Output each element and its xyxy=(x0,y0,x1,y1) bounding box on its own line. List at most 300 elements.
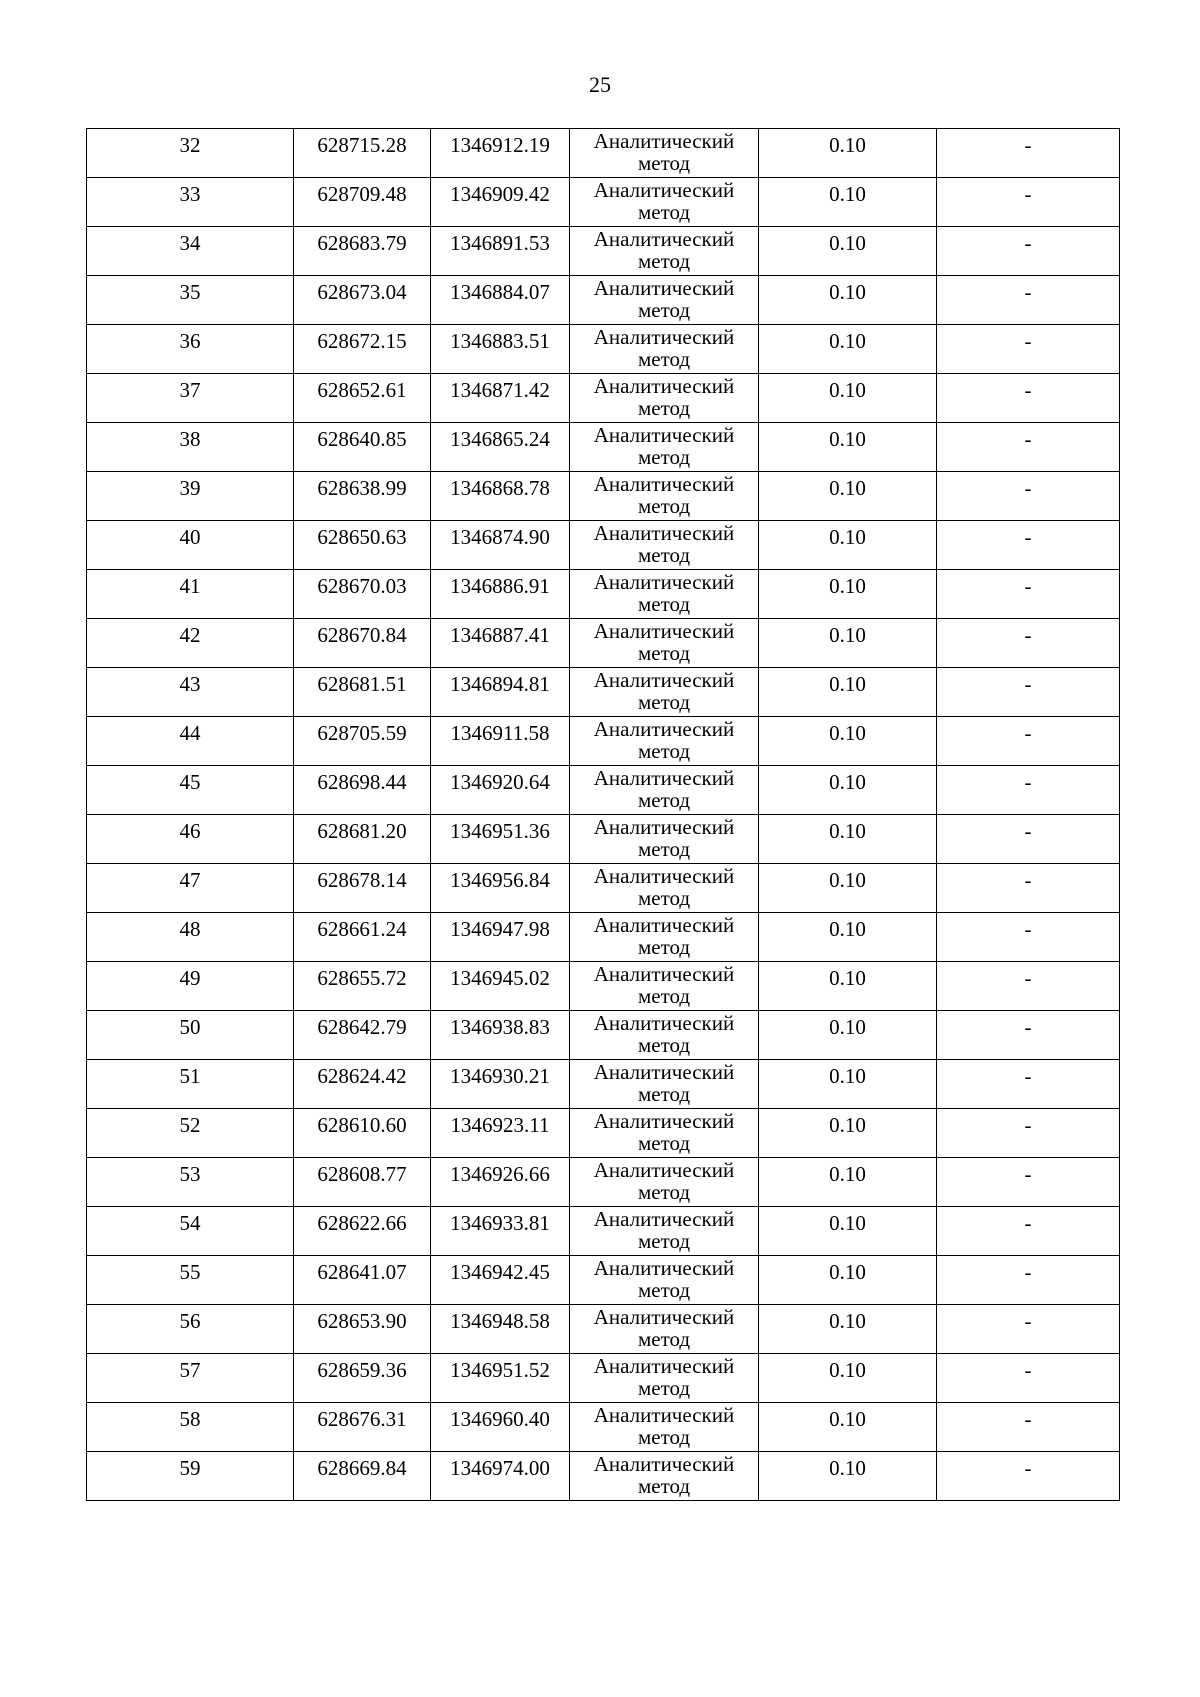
x-coordinate-cell-text: 628661.24 xyxy=(317,917,407,941)
x-coordinate-cell xyxy=(294,325,431,374)
x-coordinate-cell-text: 628650.63 xyxy=(317,525,407,549)
x-coordinate-cell xyxy=(294,1060,431,1109)
note-cell-text: - xyxy=(1024,770,1032,794)
point-number-cell-text: 34 xyxy=(179,231,201,255)
note-cell-text: - xyxy=(1024,574,1032,598)
accuracy-cell xyxy=(759,325,937,374)
y-coordinate-cell xyxy=(431,325,570,374)
note-cell xyxy=(937,1011,1120,1060)
x-coordinate-cell xyxy=(294,962,431,1011)
method-cell xyxy=(570,521,759,570)
point-number-cell-text: 41 xyxy=(179,574,201,598)
y-coordinate-cell-text: 1346886.91 xyxy=(450,574,550,598)
note-cell xyxy=(937,1158,1120,1207)
accuracy-cell xyxy=(759,1256,937,1305)
point-number-cell xyxy=(87,619,294,668)
x-coordinate-cell-text: 628652.61 xyxy=(317,378,407,402)
method-cell xyxy=(570,619,759,668)
point-number-cell-text: 32 xyxy=(179,133,201,157)
method-line-1: Аналитический xyxy=(593,1207,735,1231)
method-line-2: метод xyxy=(637,1278,691,1302)
method-cell xyxy=(570,962,759,1011)
y-coordinate-cell xyxy=(431,178,570,227)
note-cell xyxy=(937,1354,1120,1403)
accuracy-cell xyxy=(759,1354,937,1403)
accuracy-cell xyxy=(759,374,937,423)
table-row xyxy=(87,1207,1120,1256)
point-number-cell-text: 48 xyxy=(179,917,201,941)
y-coordinate-cell xyxy=(431,276,570,325)
x-coordinate-cell xyxy=(294,1011,431,1060)
method-line-2: метод xyxy=(637,837,691,861)
note-cell xyxy=(937,864,1120,913)
method-line-2: метод xyxy=(637,690,691,714)
x-coordinate-cell xyxy=(294,913,431,962)
y-coordinate-cell xyxy=(431,1011,570,1060)
method-line-1: Аналитический xyxy=(593,766,735,790)
point-number-cell-text: 39 xyxy=(179,476,201,500)
point-number-cell xyxy=(87,864,294,913)
point-number-cell-text: 43 xyxy=(179,672,201,696)
accuracy-cell xyxy=(759,1109,937,1158)
method-cell xyxy=(570,1452,759,1501)
accuracy-cell-text: 0.10 xyxy=(829,1015,866,1039)
x-coordinate-cell xyxy=(294,668,431,717)
x-coordinate-cell xyxy=(294,1452,431,1501)
note-cell-text: - xyxy=(1024,525,1032,549)
point-number-cell xyxy=(87,1256,294,1305)
point-number-cell-text: 45 xyxy=(179,770,201,794)
point-number-cell-text: 59 xyxy=(179,1456,201,1480)
point-number-cell xyxy=(87,1060,294,1109)
table-row xyxy=(87,619,1120,668)
y-coordinate-cell-text: 1346887.41 xyxy=(450,623,550,647)
point-number-cell xyxy=(87,1354,294,1403)
point-number-cell-text: 52 xyxy=(179,1113,201,1137)
note-cell xyxy=(937,1305,1120,1354)
method-cell xyxy=(570,815,759,864)
y-coordinate-cell-text: 1346865.24 xyxy=(450,427,550,451)
accuracy-cell xyxy=(759,717,937,766)
note-cell-text: - xyxy=(1024,476,1032,500)
coordinates-table xyxy=(86,128,1120,1501)
method-line-1: Аналитический xyxy=(593,325,735,349)
method-line-2: метод xyxy=(637,494,691,518)
method-line-1: Аналитический xyxy=(593,178,735,202)
x-coordinate-cell xyxy=(294,227,431,276)
method-line-1: Аналитический xyxy=(593,423,735,447)
method-line-1: Аналитический xyxy=(593,717,735,741)
accuracy-cell-text: 0.10 xyxy=(829,966,866,990)
method-line-2: метод xyxy=(637,298,691,322)
method-line-1: Аналитический xyxy=(593,129,735,153)
y-coordinate-cell xyxy=(431,423,570,472)
x-coordinate-cell-text: 628655.72 xyxy=(317,966,407,990)
point-number-cell-text: 37 xyxy=(179,378,201,402)
note-cell-text: - xyxy=(1024,231,1032,255)
point-number-cell-text: 58 xyxy=(179,1407,201,1431)
y-coordinate-cell-text: 1346960.40 xyxy=(450,1407,550,1431)
accuracy-cell-text: 0.10 xyxy=(829,1456,866,1480)
x-coordinate-cell-text: 628709.48 xyxy=(317,182,407,206)
x-coordinate-cell-text: 628642.79 xyxy=(317,1015,407,1039)
note-cell xyxy=(937,1060,1120,1109)
method-line-1: Аналитический xyxy=(593,619,735,643)
y-coordinate-cell-text: 1346974.00 xyxy=(450,1456,550,1480)
accuracy-cell-text: 0.10 xyxy=(829,1358,866,1382)
method-line-1: Аналитический xyxy=(593,1158,735,1182)
x-coordinate-cell-text: 628715.28 xyxy=(317,133,407,157)
y-coordinate-cell-text: 1346926.66 xyxy=(450,1162,550,1186)
note-cell-text: - xyxy=(1024,1260,1032,1284)
accuracy-cell xyxy=(759,864,937,913)
point-number-cell xyxy=(87,423,294,472)
accuracy-cell-text: 0.10 xyxy=(829,476,866,500)
y-coordinate-cell xyxy=(431,472,570,521)
table-row xyxy=(87,374,1120,423)
note-cell-text: - xyxy=(1024,623,1032,647)
point-number-cell xyxy=(87,276,294,325)
x-coordinate-cell xyxy=(294,1109,431,1158)
x-coordinate-cell xyxy=(294,570,431,619)
accuracy-cell-text: 0.10 xyxy=(829,1064,866,1088)
note-cell xyxy=(937,1452,1120,1501)
accuracy-cell xyxy=(759,472,937,521)
method-line-2: метод xyxy=(637,151,691,175)
x-coordinate-cell-text: 628698.44 xyxy=(317,770,407,794)
x-coordinate-cell-text: 628641.07 xyxy=(317,1260,407,1284)
accuracy-cell-text: 0.10 xyxy=(829,378,866,402)
note-cell xyxy=(937,374,1120,423)
point-number-cell xyxy=(87,374,294,423)
accuracy-cell xyxy=(759,668,937,717)
accuracy-cell xyxy=(759,766,937,815)
point-number-cell xyxy=(87,668,294,717)
point-number-cell xyxy=(87,1403,294,1452)
table-row xyxy=(87,423,1120,472)
table-row xyxy=(87,276,1120,325)
y-coordinate-cell xyxy=(431,619,570,668)
y-coordinate-cell xyxy=(431,1158,570,1207)
method-cell xyxy=(570,668,759,717)
y-coordinate-cell-text: 1346938.83 xyxy=(450,1015,550,1039)
point-number-cell xyxy=(87,521,294,570)
method-line-1: Аналитический xyxy=(593,1011,735,1035)
method-cell xyxy=(570,325,759,374)
y-coordinate-cell-text: 1346948.58 xyxy=(450,1309,550,1333)
point-number-cell-text: 36 xyxy=(179,329,201,353)
y-coordinate-cell-text: 1346933.81 xyxy=(450,1211,550,1235)
accuracy-cell-text: 0.10 xyxy=(829,574,866,598)
y-coordinate-cell xyxy=(431,717,570,766)
note-cell-text: - xyxy=(1024,1211,1032,1235)
point-number-cell xyxy=(87,815,294,864)
method-line-2: метод xyxy=(637,1033,691,1057)
table-row xyxy=(87,1158,1120,1207)
method-cell xyxy=(570,1011,759,1060)
page-number: 25 xyxy=(589,72,611,97)
point-number-cell-text: 54 xyxy=(179,1211,201,1235)
note-cell-text: - xyxy=(1024,280,1032,304)
table-row xyxy=(87,815,1120,864)
accuracy-cell-text: 0.10 xyxy=(829,1211,866,1235)
x-coordinate-cell xyxy=(294,1207,431,1256)
y-coordinate-cell-text: 1346942.45 xyxy=(450,1260,550,1284)
method-cell xyxy=(570,1256,759,1305)
method-cell xyxy=(570,472,759,521)
method-line-2: метод xyxy=(637,1082,691,1106)
point-number-cell xyxy=(87,178,294,227)
accuracy-cell xyxy=(759,913,937,962)
method-cell xyxy=(570,913,759,962)
point-number-cell-text: 42 xyxy=(179,623,201,647)
method-line-2: метод xyxy=(637,445,691,469)
note-cell xyxy=(937,227,1120,276)
method-line-2: метод xyxy=(637,1327,691,1351)
note-cell xyxy=(937,668,1120,717)
method-line-1: Аналитический xyxy=(593,668,735,692)
note-cell xyxy=(937,129,1120,178)
method-line-1: Аналитический xyxy=(593,864,735,888)
y-coordinate-cell xyxy=(431,668,570,717)
point-number-cell-text: 49 xyxy=(179,966,201,990)
x-coordinate-cell-text: 628653.90 xyxy=(317,1309,407,1333)
point-number-cell xyxy=(87,913,294,962)
point-number-cell-text: 47 xyxy=(179,868,201,892)
point-number-cell xyxy=(87,129,294,178)
y-coordinate-cell xyxy=(431,227,570,276)
y-coordinate-cell xyxy=(431,913,570,962)
point-number-cell xyxy=(87,1011,294,1060)
method-cell xyxy=(570,766,759,815)
y-coordinate-cell xyxy=(431,1403,570,1452)
note-cell-text: - xyxy=(1024,1358,1032,1382)
note-cell xyxy=(937,1256,1120,1305)
method-line-2: метод xyxy=(637,641,691,665)
point-number-cell-text: 44 xyxy=(179,721,201,745)
accuracy-cell-text: 0.10 xyxy=(829,819,866,843)
x-coordinate-cell-text: 628610.60 xyxy=(317,1113,407,1137)
accuracy-cell xyxy=(759,1060,937,1109)
x-coordinate-cell xyxy=(294,276,431,325)
accuracy-cell xyxy=(759,423,937,472)
method-line-2: метод xyxy=(637,739,691,763)
method-cell xyxy=(570,1158,759,1207)
point-number-cell xyxy=(87,325,294,374)
point-number-cell xyxy=(87,962,294,1011)
accuracy-cell xyxy=(759,1207,937,1256)
y-coordinate-cell-text: 1346868.78 xyxy=(450,476,550,500)
x-coordinate-cell xyxy=(294,472,431,521)
point-number-cell xyxy=(87,1109,294,1158)
x-coordinate-cell xyxy=(294,374,431,423)
y-coordinate-cell-text: 1346871.42 xyxy=(450,378,550,402)
note-cell-text: - xyxy=(1024,1456,1032,1480)
point-number-cell-text: 38 xyxy=(179,427,201,451)
accuracy-cell xyxy=(759,1011,937,1060)
note-cell xyxy=(937,570,1120,619)
note-cell-text: - xyxy=(1024,1162,1032,1186)
method-cell xyxy=(570,1305,759,1354)
note-cell-text: - xyxy=(1024,329,1032,353)
y-coordinate-cell xyxy=(431,815,570,864)
table-row xyxy=(87,766,1120,815)
method-line-2: метод xyxy=(637,1425,691,1449)
method-line-2: метод xyxy=(637,396,691,420)
x-coordinate-cell-text: 628673.04 xyxy=(317,280,407,304)
y-coordinate-cell-text: 1346912.19 xyxy=(450,133,550,157)
x-coordinate-cell xyxy=(294,521,431,570)
method-line-1: Аналитический xyxy=(593,521,735,545)
note-cell-text: - xyxy=(1024,1113,1032,1137)
y-coordinate-cell-text: 1346947.98 xyxy=(450,917,550,941)
accuracy-cell-text: 0.10 xyxy=(829,231,866,255)
method-line-1: Аналитический xyxy=(593,1452,735,1476)
y-coordinate-cell xyxy=(431,1060,570,1109)
y-coordinate-cell-text: 1346911.58 xyxy=(450,721,550,745)
method-line-2: метод xyxy=(637,200,691,224)
accuracy-cell-text: 0.10 xyxy=(829,1407,866,1431)
x-coordinate-cell-text: 628624.42 xyxy=(317,1064,407,1088)
x-coordinate-cell-text: 628622.66 xyxy=(317,1211,407,1235)
x-coordinate-cell-text: 628670.84 xyxy=(317,623,407,647)
y-coordinate-cell xyxy=(431,570,570,619)
note-cell-text: - xyxy=(1024,133,1032,157)
note-cell xyxy=(937,276,1120,325)
method-line-1: Аналитический xyxy=(593,570,735,594)
x-coordinate-cell-text: 628681.20 xyxy=(317,819,407,843)
method-cell xyxy=(570,178,759,227)
y-coordinate-cell xyxy=(431,1305,570,1354)
table-row xyxy=(87,1011,1120,1060)
x-coordinate-cell xyxy=(294,1305,431,1354)
method-cell xyxy=(570,570,759,619)
x-coordinate-cell xyxy=(294,864,431,913)
y-coordinate-cell-text: 1346951.36 xyxy=(450,819,550,843)
point-number-cell xyxy=(87,1158,294,1207)
note-cell-text: - xyxy=(1024,819,1032,843)
method-line-2: метод xyxy=(637,935,691,959)
method-line-2: метод xyxy=(637,984,691,1008)
accuracy-cell xyxy=(759,1403,937,1452)
x-coordinate-cell xyxy=(294,178,431,227)
y-coordinate-cell xyxy=(431,766,570,815)
y-coordinate-cell xyxy=(431,962,570,1011)
x-coordinate-cell xyxy=(294,423,431,472)
accuracy-cell-text: 0.10 xyxy=(829,770,866,794)
point-number-cell-text: 46 xyxy=(179,819,201,843)
point-number-cell xyxy=(87,1452,294,1501)
y-coordinate-cell-text: 1346884.07 xyxy=(450,280,550,304)
x-coordinate-cell-text: 628670.03 xyxy=(317,574,407,598)
x-coordinate-cell xyxy=(294,1256,431,1305)
accuracy-cell xyxy=(759,815,937,864)
point-number-cell xyxy=(87,717,294,766)
y-coordinate-cell xyxy=(431,129,570,178)
table-row xyxy=(87,325,1120,374)
note-cell xyxy=(937,717,1120,766)
y-coordinate-cell xyxy=(431,374,570,423)
method-cell xyxy=(570,423,759,472)
accuracy-cell-text: 0.10 xyxy=(829,672,866,696)
accuracy-cell xyxy=(759,276,937,325)
method-cell xyxy=(570,717,759,766)
x-coordinate-cell-text: 628638.99 xyxy=(317,476,407,500)
x-coordinate-cell-text: 628608.77 xyxy=(317,1162,407,1186)
note-cell xyxy=(937,1109,1120,1158)
note-cell-text: - xyxy=(1024,427,1032,451)
note-cell-text: - xyxy=(1024,721,1032,745)
point-number-cell xyxy=(87,227,294,276)
note-cell-text: - xyxy=(1024,917,1032,941)
method-cell xyxy=(570,1207,759,1256)
x-coordinate-cell-text: 628672.15 xyxy=(317,329,407,353)
note-cell xyxy=(937,521,1120,570)
accuracy-cell xyxy=(759,962,937,1011)
note-cell-text: - xyxy=(1024,1064,1032,1088)
method-line-2: метод xyxy=(637,347,691,371)
method-line-2: метод xyxy=(637,1376,691,1400)
note-cell xyxy=(937,766,1120,815)
note-cell xyxy=(937,472,1120,521)
method-line-2: метод xyxy=(637,1229,691,1253)
point-number-cell xyxy=(87,472,294,521)
table-row xyxy=(87,1452,1120,1501)
method-cell xyxy=(570,1109,759,1158)
x-coordinate-cell-text: 628683.79 xyxy=(317,231,407,255)
method-line-1: Аналитический xyxy=(593,1256,735,1280)
table-row xyxy=(87,913,1120,962)
y-coordinate-cell xyxy=(431,1354,570,1403)
note-cell xyxy=(937,1207,1120,1256)
y-coordinate-cell xyxy=(431,1109,570,1158)
method-line-1: Аналитический xyxy=(593,1354,735,1378)
y-coordinate-cell-text: 1346951.52 xyxy=(450,1358,550,1382)
method-line-2: метод xyxy=(637,1474,691,1498)
method-line-1: Аналитический xyxy=(593,962,735,986)
accuracy-cell-text: 0.10 xyxy=(829,623,866,647)
point-number-cell-text: 56 xyxy=(179,1309,201,1333)
method-line-2: метод xyxy=(637,592,691,616)
table-row xyxy=(87,227,1120,276)
method-cell xyxy=(570,1060,759,1109)
point-number-cell-text: 50 xyxy=(179,1015,201,1039)
y-coordinate-cell xyxy=(431,1452,570,1501)
table-row xyxy=(87,570,1120,619)
method-line-1: Аналитический xyxy=(593,913,735,937)
accuracy-cell xyxy=(759,1305,937,1354)
method-line-2: метод xyxy=(637,1180,691,1204)
method-cell xyxy=(570,1403,759,1452)
method-line-2: метод xyxy=(637,788,691,812)
method-line-2: метод xyxy=(637,1131,691,1155)
table-row xyxy=(87,521,1120,570)
method-cell xyxy=(570,129,759,178)
y-coordinate-cell-text: 1346891.53 xyxy=(450,231,550,255)
point-number-cell-text: 57 xyxy=(179,1358,201,1382)
table-row xyxy=(87,1403,1120,1452)
accuracy-cell-text: 0.10 xyxy=(829,1260,866,1284)
note-cell-text: - xyxy=(1024,868,1032,892)
y-coordinate-cell-text: 1346909.42 xyxy=(450,182,550,206)
table-row xyxy=(87,1109,1120,1158)
note-cell-text: - xyxy=(1024,966,1032,990)
note-cell xyxy=(937,815,1120,864)
y-coordinate-cell xyxy=(431,1256,570,1305)
method-line-1: Аналитический xyxy=(593,1403,735,1427)
note-cell xyxy=(937,325,1120,374)
coordinates-table-body xyxy=(87,129,1120,1501)
